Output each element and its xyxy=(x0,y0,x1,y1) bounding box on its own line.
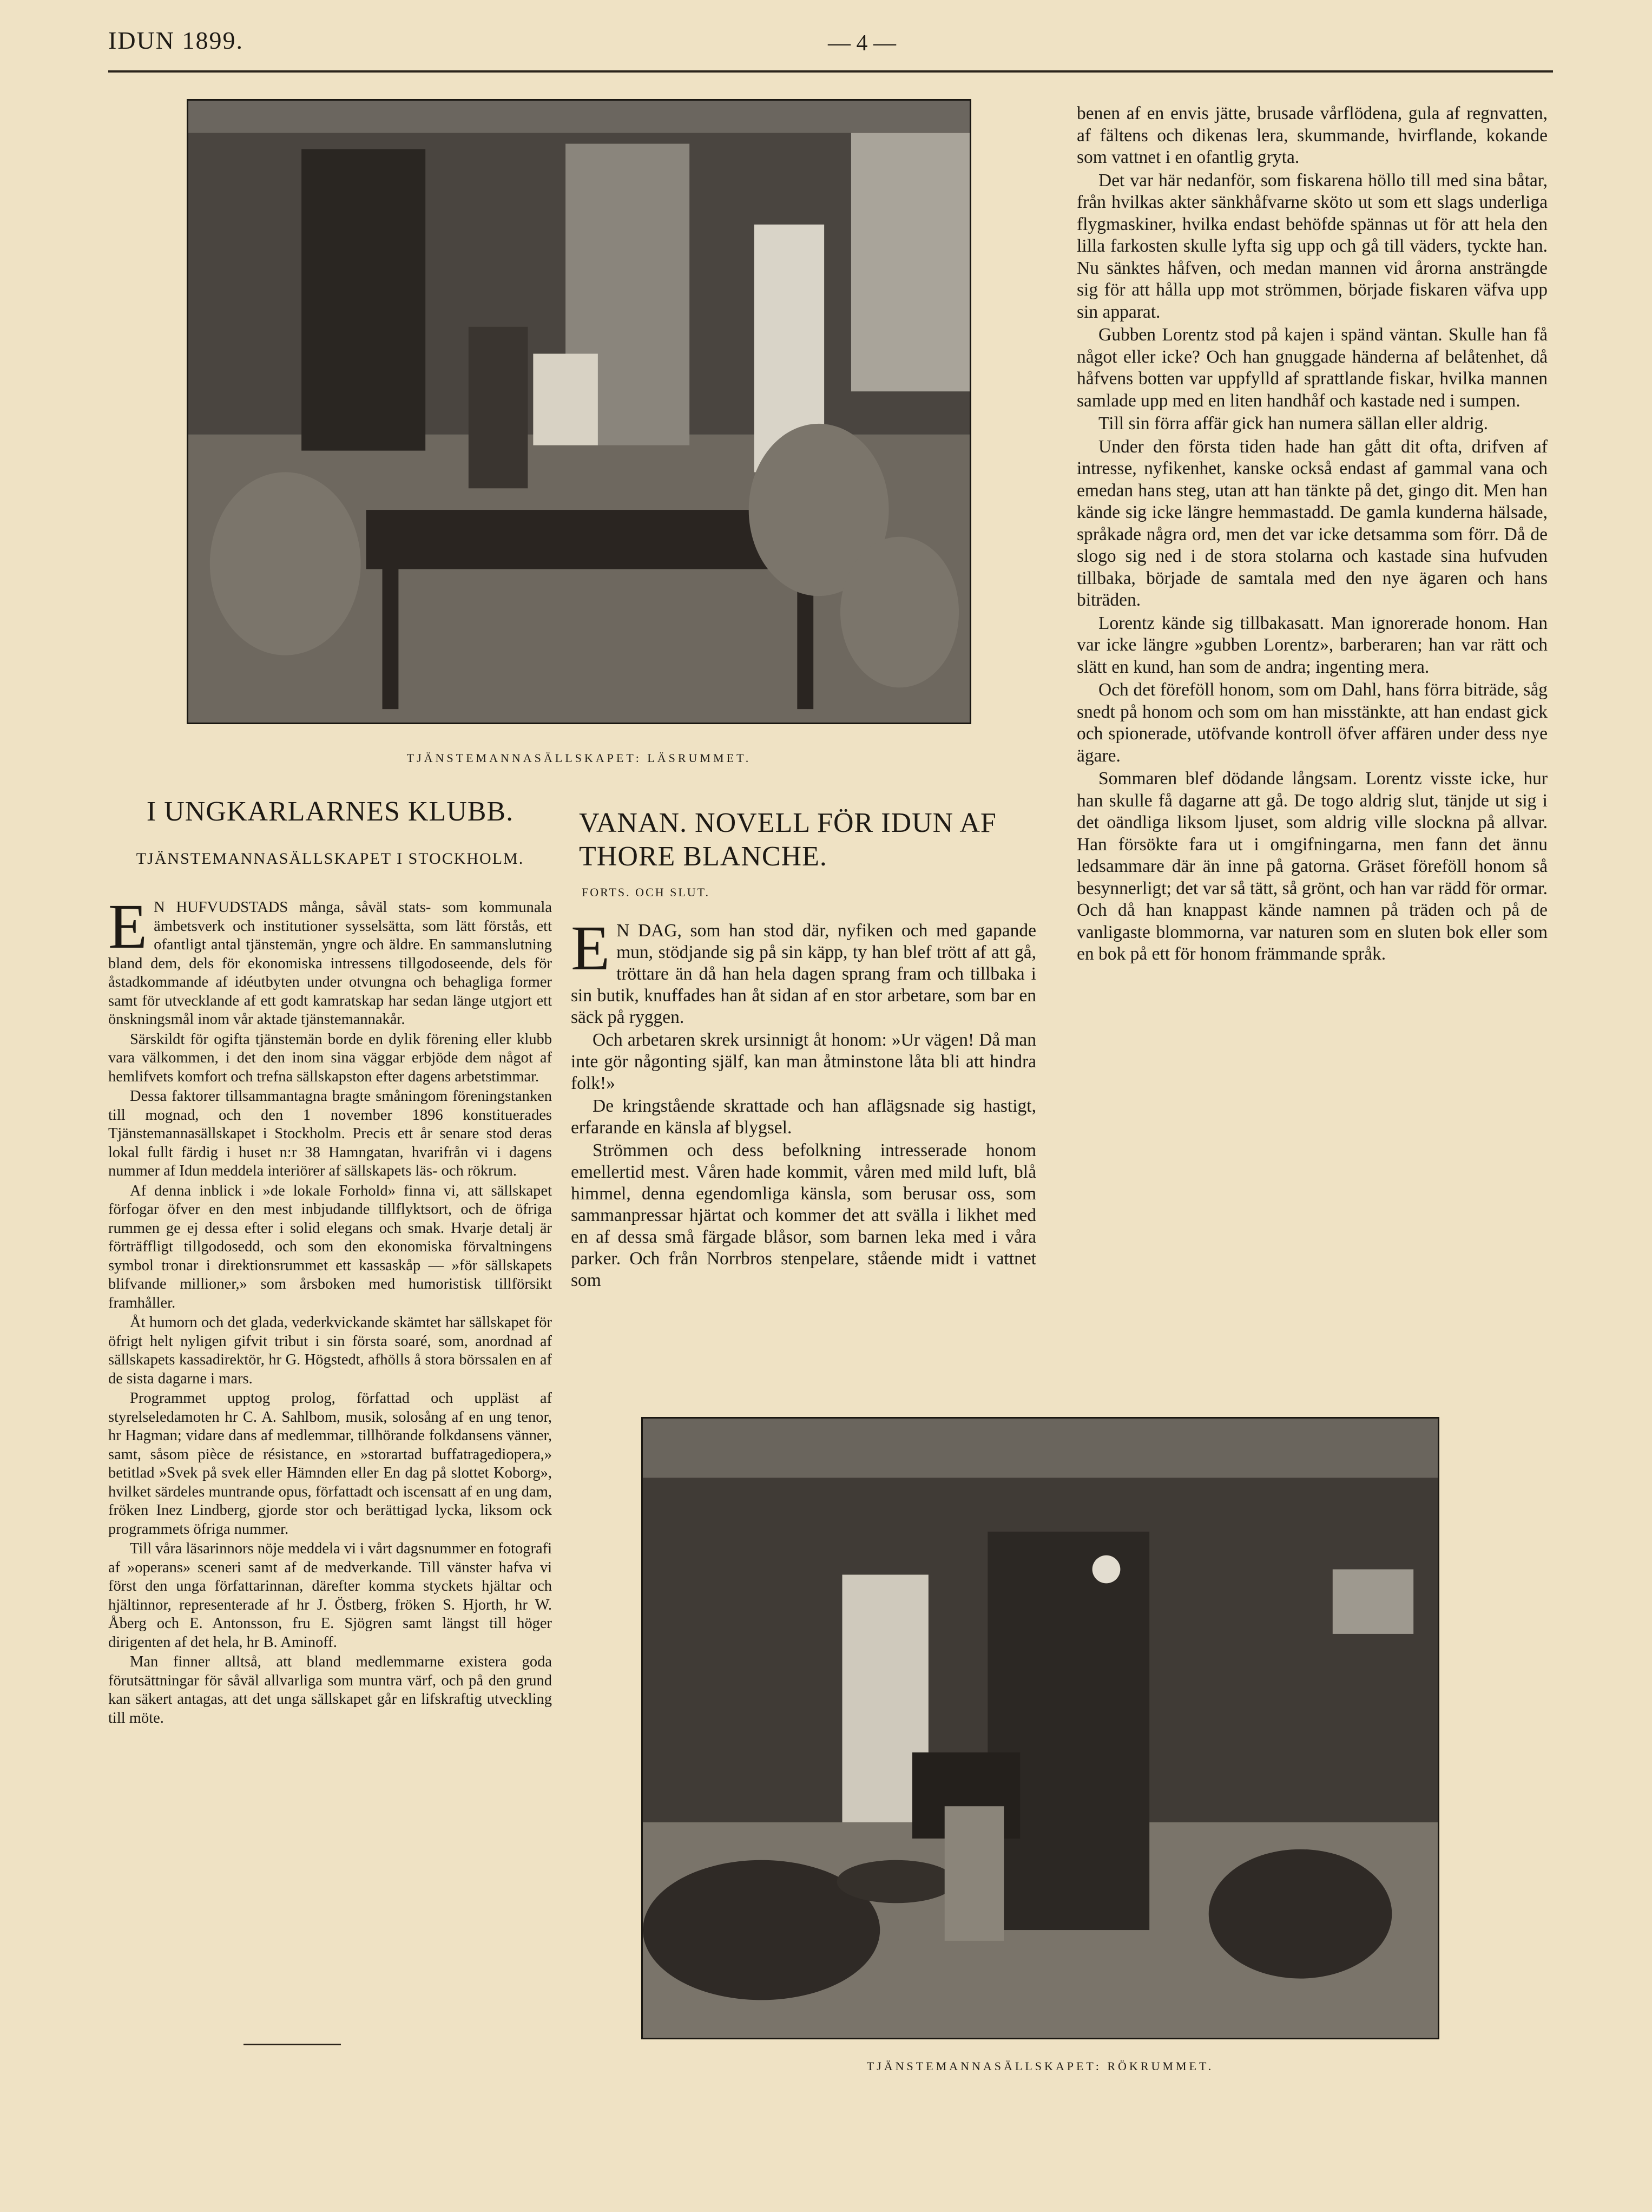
article-body-mid xyxy=(571,920,1036,1380)
reading-room-illustration xyxy=(188,101,970,723)
paragraph: Sommaren blef dödande långsam. Lorentz visste icke, hur han skulle få dagarne att gå. De togo aldrig slut, tänjde ut sig i det oändliga liksom ljuset, som aldrig ville slockna på allvar. Han försökte fara ut i omgifningarna, men fann det ännu ledsammare där än inne på gatorna. Gräset föreföll honom så besynnerligt; det var så tätt, så grönt, och han var rädd för ormar. Och då han knappast kände namnen på träden och på de vanligaste blommorna, var naturen som en sluten bok eller som en bok på ett för honom främmande språk. xyxy=(1077,769,1548,964)
paragraph: Af denna inblick i »de lokale Forhold» finna vi, att sällskapet förfogar öfver en den mest inbjudande tillflyktsort, och de öfriga rummen ge ej dessa efter i solid elegans och smak. Hvarje detalj är förträffligt tillgodosedd, och som den ekonomiska förvaltningens symbol tronar i direktionsrummet ett kassaskåp — »för sällskapets blifvande millioner,» som årsboken med humoristisk tillförsikt framhåller. xyxy=(108,1182,552,1311)
paragraph: Under den första tiden hade han gått dit ofta, drifven af intresse, nyfikenhet, kanske också endast af gammal vana och emedan hans steg, utan att han tänkte på det, gingo dit. Men han kände sig icke längre hemmastadd. De gamla kunderna hälsade, språkade några ord, men det var icke detsamma som förr. Då de slogo sig ned i de stora stolarna och kastade sina hufvuden tillbaka, började de samtala med den nye ägaren och hans biträden. xyxy=(1077,436,1548,610)
article-title-left: I UNGKARLARNES KLUBB. xyxy=(146,796,514,827)
article-body-right xyxy=(1077,103,1548,1380)
paragraph: De kringstående skrattade och han aflägsnade sig hastigt, erfarande en känsla af blygsel. xyxy=(571,1096,1036,1138)
paragraph: Det var här nedanför, som fiskarena höllo till med sina båtar, från hvilkas akter sänkhåfvarne sköto ut som ett slags underliga flygmaskiner, hvilka endast behöfde spännas ut för att hela den lilla farkosten skulle lyfta sig upp och gå till väders, tyckte han. Nu sänktes håfven, och medan mannen vid årorna ansträngde sig för att hålla upp mot strömmen, började fiskaren väfva upp sin apparat. xyxy=(1077,170,1548,322)
paragraph: Till våra läsarinnors nöje meddela vi i vårt dagsnummer en fotografi af »operans» sceneri samt af de medverkande. Till vänster hafva vi först den unga författarinnan, därefter komma styckets hjältar och hjältinnor, representerade af hr J. Östberg, fröken S. Hjorth, hr W. Åberg och E. Antonsson, fru E. Sjögren samt längst till höger dirigenten af det hela, hr B. Aminoff. xyxy=(108,1540,552,1651)
paragraph: benen af en envis jätte, brusade vårflödena, gula af regnvatten, af fältens och dikenas lera, skummande, hvirflande, kokande som vattnet i en ofantlig gryta. xyxy=(1077,103,1548,167)
paragraph: Programmet upptog prolog, författad och uppläst af styrelseledamoten hr C. A. Sahlbom, musik, solosång af en ung tenor, hr Hagman; vidare dans af medlemmar, tillhörande folkdansens vänner, samt, såsom pièce de résistance, en »storartad buffatragediopera,» betitlad »Svek på svek eller Hämnden eller En dag på slottet Koborg», hvilket särdeles muntrande opus, författadt och iscensatt af en ung dam, fröken Inez Lindberg, gjorde stor och berättigad lycka, liksom ock programmets öfriga nummer. xyxy=(108,1390,552,1538)
photo-reading-room xyxy=(187,99,971,724)
article-end-rule xyxy=(243,2044,341,2045)
article-subtitle-mid: FORTS. OCH SLUT. xyxy=(582,885,710,899)
article-body-left xyxy=(108,898,552,2030)
paragraph: Till sin förra affär gick han numera sällan eller aldrig. xyxy=(1098,413,1489,434)
paragraph: E N DAG, som han stod där, nyfiken och med gapande mun, stödjande sig på sin käpp, ty han blef trött af att gå, tröttare än då han hela dagen sprang fram och tillbaka i sin butik, knuffades han åt sidan af en stor arbetare, som bar en säck på ryggen. xyxy=(571,920,1036,1027)
smoking-room-illustration xyxy=(643,1419,1438,2038)
article-subtitle-left: TJÄNSTEMANNASÄLLSKAPET I STOCKHOLM. xyxy=(136,850,524,868)
header-rule xyxy=(108,70,1553,73)
paragraph: Strömmen och dess befolkning intresserade honom emellertid mest. Våren hade kommit, våren med mild luft, blå himmel, denna egendomliga känsla, som berusar oss, som sammanpressar hjärtat och kommer det att svälla i likhet med en af dessa små färgade blåsor, som barnen leka med i våra parker. Och från Norrbros stenpelare, stående midt i vattnet som xyxy=(571,1140,1036,1290)
photo-smoking-room xyxy=(641,1417,1439,2039)
paragraph: Lorentz kände sig tillbakasatt. Man ignorerade honom. Han var icke längre »gubben Lorentz», barberaren; han var rätt och slätt en kund, han som de andra; ingenting mera. xyxy=(1077,613,1548,677)
photo-caption-smoking-room: TJÄNSTEMANNASÄLLSKAPET: RÖKRUMMET. xyxy=(866,2059,1214,2073)
paragraph: Särskildt för ogifta tjänstemän borde en dylik förening eller klubb vara välkommen, i det den inom sina väggar erbjöde dem något af hemlifvets komfort och trefna sällskapston efter dagens arbetstimmar. xyxy=(108,1030,552,1085)
paragraph: Man finner alltså, att bland medlemmarne existera goda förutsättningar för såväl allvarliga som muntra värf, och på den grund kan säkert antagas, att det unga sällskapet går en lifskraftig utveckling till möte. xyxy=(108,1653,552,1727)
paragraph: Åt humorn och det glada, vederkvickande skämtet har sällskapet för öfrigt helt nyligen gifvit tribut i sin första soaré, som, anordnad af sällskapets kassadirektör, hr G. Högstedt, afhölls å stora börssalen en af de sista dagarne i mars. xyxy=(108,1314,552,1387)
page-number: — 4 — xyxy=(828,31,896,56)
dropcap: E xyxy=(571,920,610,983)
running-header-title: IDUN 1899. xyxy=(108,27,243,54)
paragraph: Dessa faktorer tillsammantagna bragte småningom föreningstanken till mognad, och den 1 november 1896 konstituerades Tjänstemannasällskapet i Stockholm. Precis ett år senare stod deras lokal fullt färdig i huset n:r 38 Hamngatan, hvarifrån vi i dagens nummer af Idun meddela interiörer af sällskapets läs- och rökrum. xyxy=(108,1088,552,1179)
article-title-mid: VANAN. NOVELL FÖR IDUN AF THORE BLANCHE. xyxy=(579,808,997,872)
photo-caption-reading-room: TJÄNSTEMANNASÄLLSKAPET: LÄSRUMMET. xyxy=(406,751,752,765)
dropcap: E xyxy=(108,898,148,962)
paragraph: Gubben Lorentz stod på kajen i spänd väntan. Skulle han få något eller icke? Och han gnuggade händerna af belåtenhet, då håfvens botten var uppfylld af sprattlande fiskar, hvilka mannen samlade upp med en liten handhåf och kastade ned i sumpen. xyxy=(1077,325,1548,411)
paragraph: E N HUFVUDSTADS många, såväl stats- som kommunala ämbetsverk och institutioner sysselsätta, som lätt förstås, ett ofantligt antal tjänstemän, yngre och äldre. En sammanslutning bland dem, dels för ekonomiska intressens tillgodoseende, dels för åstadkommande af idéutbyten under otvungna och behagliga former samt för utvecklande af ett godt kamratskap har sedan länge utgjort ett önskningsmål inom vår aktade tjänstemannakår. xyxy=(108,898,552,1028)
paragraph: Och det föreföll honom, som om Dahl, hans förra biträde, såg snedt på honom och som om han misstänkte, att han endast gick och spionerade, utöfvande kontroll öfver affären under dess nye ägare. xyxy=(1077,680,1548,766)
paragraph: Och arbetaren skrek ursinnigt åt honom: »Ur vägen! Då man inte gör någonting själf, kan man åtminstone låta bli att hindra folk!» xyxy=(571,1030,1036,1093)
